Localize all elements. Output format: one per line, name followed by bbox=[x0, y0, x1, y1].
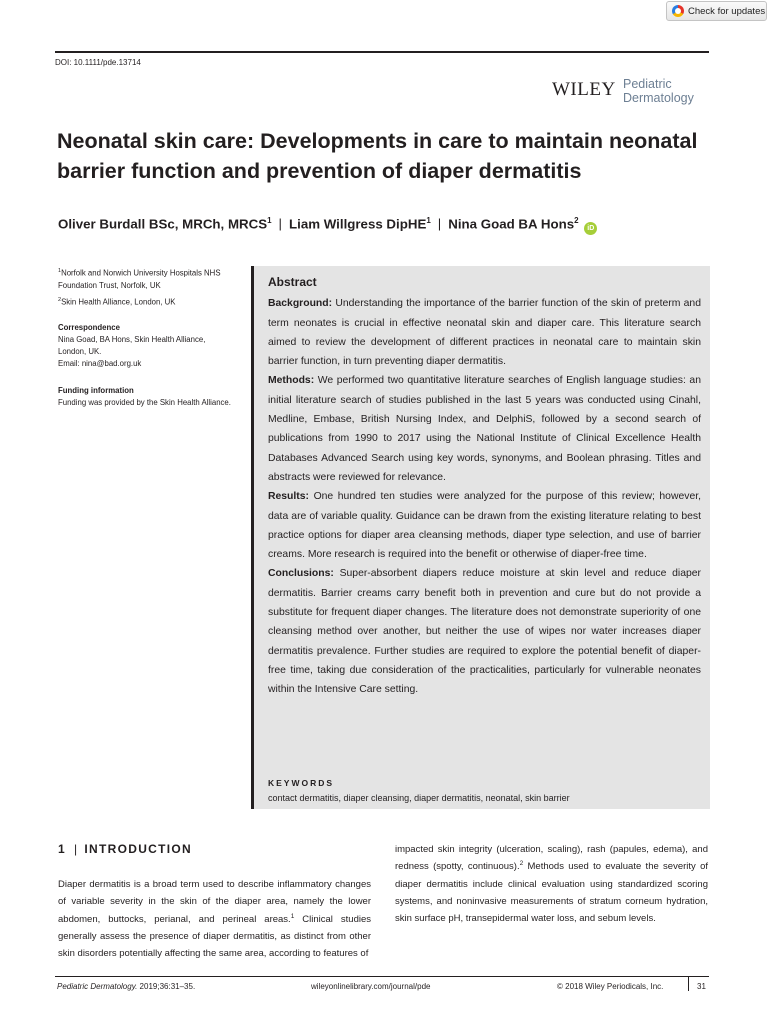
footer-copyright: © 2018 Wiley Periodicals, Inc. bbox=[557, 982, 664, 991]
abstract-background bbox=[268, 294, 701, 371]
section-number: 1 bbox=[58, 842, 66, 856]
correspondence-heading: Correspondence bbox=[58, 323, 120, 333]
journal-name-line1: Pediatric bbox=[623, 77, 672, 91]
section-text: One hundred ten studies were analyzed for the purpose of this review; however, data are of variable quality. Guidance can be drawn from the existing literature relating to best practice options for diaper area cleansing methods, diaper type selection, and use of barrier creams. More research is required into the benefit or otherwise of diaper-free time. bbox=[268, 491, 701, 561]
correspondence-line: London, UK. bbox=[58, 347, 102, 357]
author-name: Liam Willgress DipHE bbox=[289, 216, 427, 232]
check-for-updates-button[interactable] bbox=[666, 1, 767, 21]
article-info-sidebar bbox=[58, 265, 240, 409]
section-label: Results: bbox=[268, 491, 309, 503]
orcid-icon[interactable]: iD bbox=[584, 222, 597, 235]
section-text: We performed two quantitative literature searches of English language studies: an initial literature search of studies published in the last 5 years was conducted using Cinahl, Medline, Embase, British Nursing Index, and DelphiS, followed by a second search of publications from 1990 to 2017 using the National Institute of Clinical Excellence Health Databases Advanced Search using key words, synonyms, and Boolean phrasing. Titles and abstracts were reviewed for relevance. bbox=[268, 375, 701, 483]
introduction-paragraph-column-1 bbox=[58, 876, 371, 962]
keywords-list: contact dermatitis, diaper cleansing, diaper dermatitis, neonatal, skin barrier bbox=[268, 793, 570, 803]
header-rule bbox=[55, 51, 709, 53]
section-label: Background: bbox=[268, 298, 333, 310]
introduction-paragraph-column-2 bbox=[395, 841, 708, 927]
correspondence-email[interactable]: Email: nina@bad.org.uk bbox=[58, 359, 142, 369]
doi: DOI: 10.1111/pde.13714 bbox=[55, 58, 141, 67]
author-list bbox=[58, 216, 597, 235]
author-separator: | bbox=[278, 216, 283, 232]
footer-url[interactable]: wileyonlinelibrary.com/journal/pde bbox=[311, 982, 431, 991]
footer-volume: 2019;36:31–35. bbox=[137, 982, 196, 991]
author-affiliation-mark: 2 bbox=[574, 216, 579, 225]
section-text: Super-absorbent diapers reduce moisture at skin level and reduce diaper dermatitis. Barrier creams carry benefit both in prevention and cure but do not provide a substitute for frequent diaper changes. The literature does not demonstrate superiority of one cleansing method over another, but neither the use of wipes nor water increases diaper dermatitis prevalence. Further studies are required to explore the potential benefit of diaper-free time, taking due consideration of the practicalities, particularly for vulnerable neonates within the Intensive Care setting. bbox=[268, 568, 701, 696]
section-separator: | bbox=[73, 842, 79, 856]
journal-name-line2: Dermatology bbox=[623, 91, 694, 105]
author-name: Oliver Burdall BSc, MRCh, MRCS bbox=[58, 216, 268, 232]
section-label: Conclusions: bbox=[268, 568, 334, 580]
correspondence-line: Nina Goad, BA Hons, Skin Health Alliance, bbox=[58, 335, 206, 345]
affiliation bbox=[58, 294, 240, 309]
author-affiliation-mark: 1 bbox=[267, 216, 272, 225]
publisher-logo: WILEY bbox=[552, 79, 616, 100]
article-title: Neonatal skin care: Developments in care to maintain neonatal barrier function and prevention of diaper dermatitis bbox=[57, 129, 698, 183]
keywords-heading: KEYWORDS bbox=[268, 778, 335, 788]
crossmark-icon bbox=[672, 5, 684, 17]
section-title: INTRODUCTION bbox=[84, 842, 192, 856]
footer-citation bbox=[57, 982, 195, 991]
abstract-heading: Abstract bbox=[268, 275, 317, 289]
check-for-updates-label: Check for updates bbox=[688, 5, 766, 17]
journal-name bbox=[623, 77, 694, 105]
funding-heading: Funding information bbox=[58, 386, 134, 396]
section-label: Methods: bbox=[268, 375, 315, 387]
author-affiliation-mark: 1 bbox=[426, 216, 431, 225]
affiliation-number: 2 bbox=[58, 296, 62, 303]
abstract-results bbox=[268, 487, 701, 564]
abstract-body bbox=[268, 273, 701, 700]
affiliation bbox=[58, 265, 240, 292]
paragraph-text: Methods used to evaluate the severity of diaper dermatitis include clinical evaluation using standardized scoring systems, and noninvasive measurements of stratum corneum hydration, skin surface pH, transepidermal water loss, and sebum levels. bbox=[395, 861, 709, 925]
affiliation-text: Skin Health Alliance, London, UK bbox=[61, 297, 176, 307]
abstract-conclusions bbox=[268, 564, 701, 699]
abstract-rule bbox=[251, 266, 254, 809]
paragraph-text: impacted skin integrity (ulceration, scaling), rash (papules, edema), and redness (spotty, continuous). bbox=[395, 844, 708, 873]
abstract-methods bbox=[268, 371, 701, 487]
citation-ref[interactable]: 1 bbox=[290, 912, 295, 920]
section-heading-introduction bbox=[58, 842, 192, 856]
affiliation-number: 1 bbox=[58, 268, 62, 274]
footer-rule bbox=[55, 976, 709, 977]
affiliation-text: Norfolk and Norwich University Hospitals NHS Foundation Trust, Norfolk, UK bbox=[58, 268, 221, 290]
funding-text: Funding was provided by the Skin Health Alliance. bbox=[58, 398, 231, 408]
author-separator: | bbox=[437, 216, 442, 232]
footer-separator bbox=[688, 977, 689, 991]
paragraph-text: Diaper dermatitis is a broad term used to describe inflammatory changes of variable severity in the skin of the diaper area, namely the lower abdomen, buttocks, perianal, and perineal areas. bbox=[58, 879, 371, 925]
citation-ref[interactable]: 2 bbox=[519, 860, 524, 868]
paragraph-text: Clinical studies generally assess the presence of diaper dermatitis, as distinct from other skin disorders potentially affecting the same area, according to features of bbox=[58, 913, 371, 960]
page-number: 31 bbox=[697, 982, 706, 991]
author-name: Nina Goad BA Hons bbox=[448, 216, 575, 232]
footer-journal: Pediatric Dermatology. bbox=[57, 982, 138, 991]
section-text: Understanding the importance of the barrier function of the skin of preterm and term neonates is crucial in effective neonatal skin and diaper care. This literature search aimed to review the development of different practices in neonatal care to maintain skin barrier function, in turn preventing diaper dermatitis. bbox=[268, 298, 701, 368]
